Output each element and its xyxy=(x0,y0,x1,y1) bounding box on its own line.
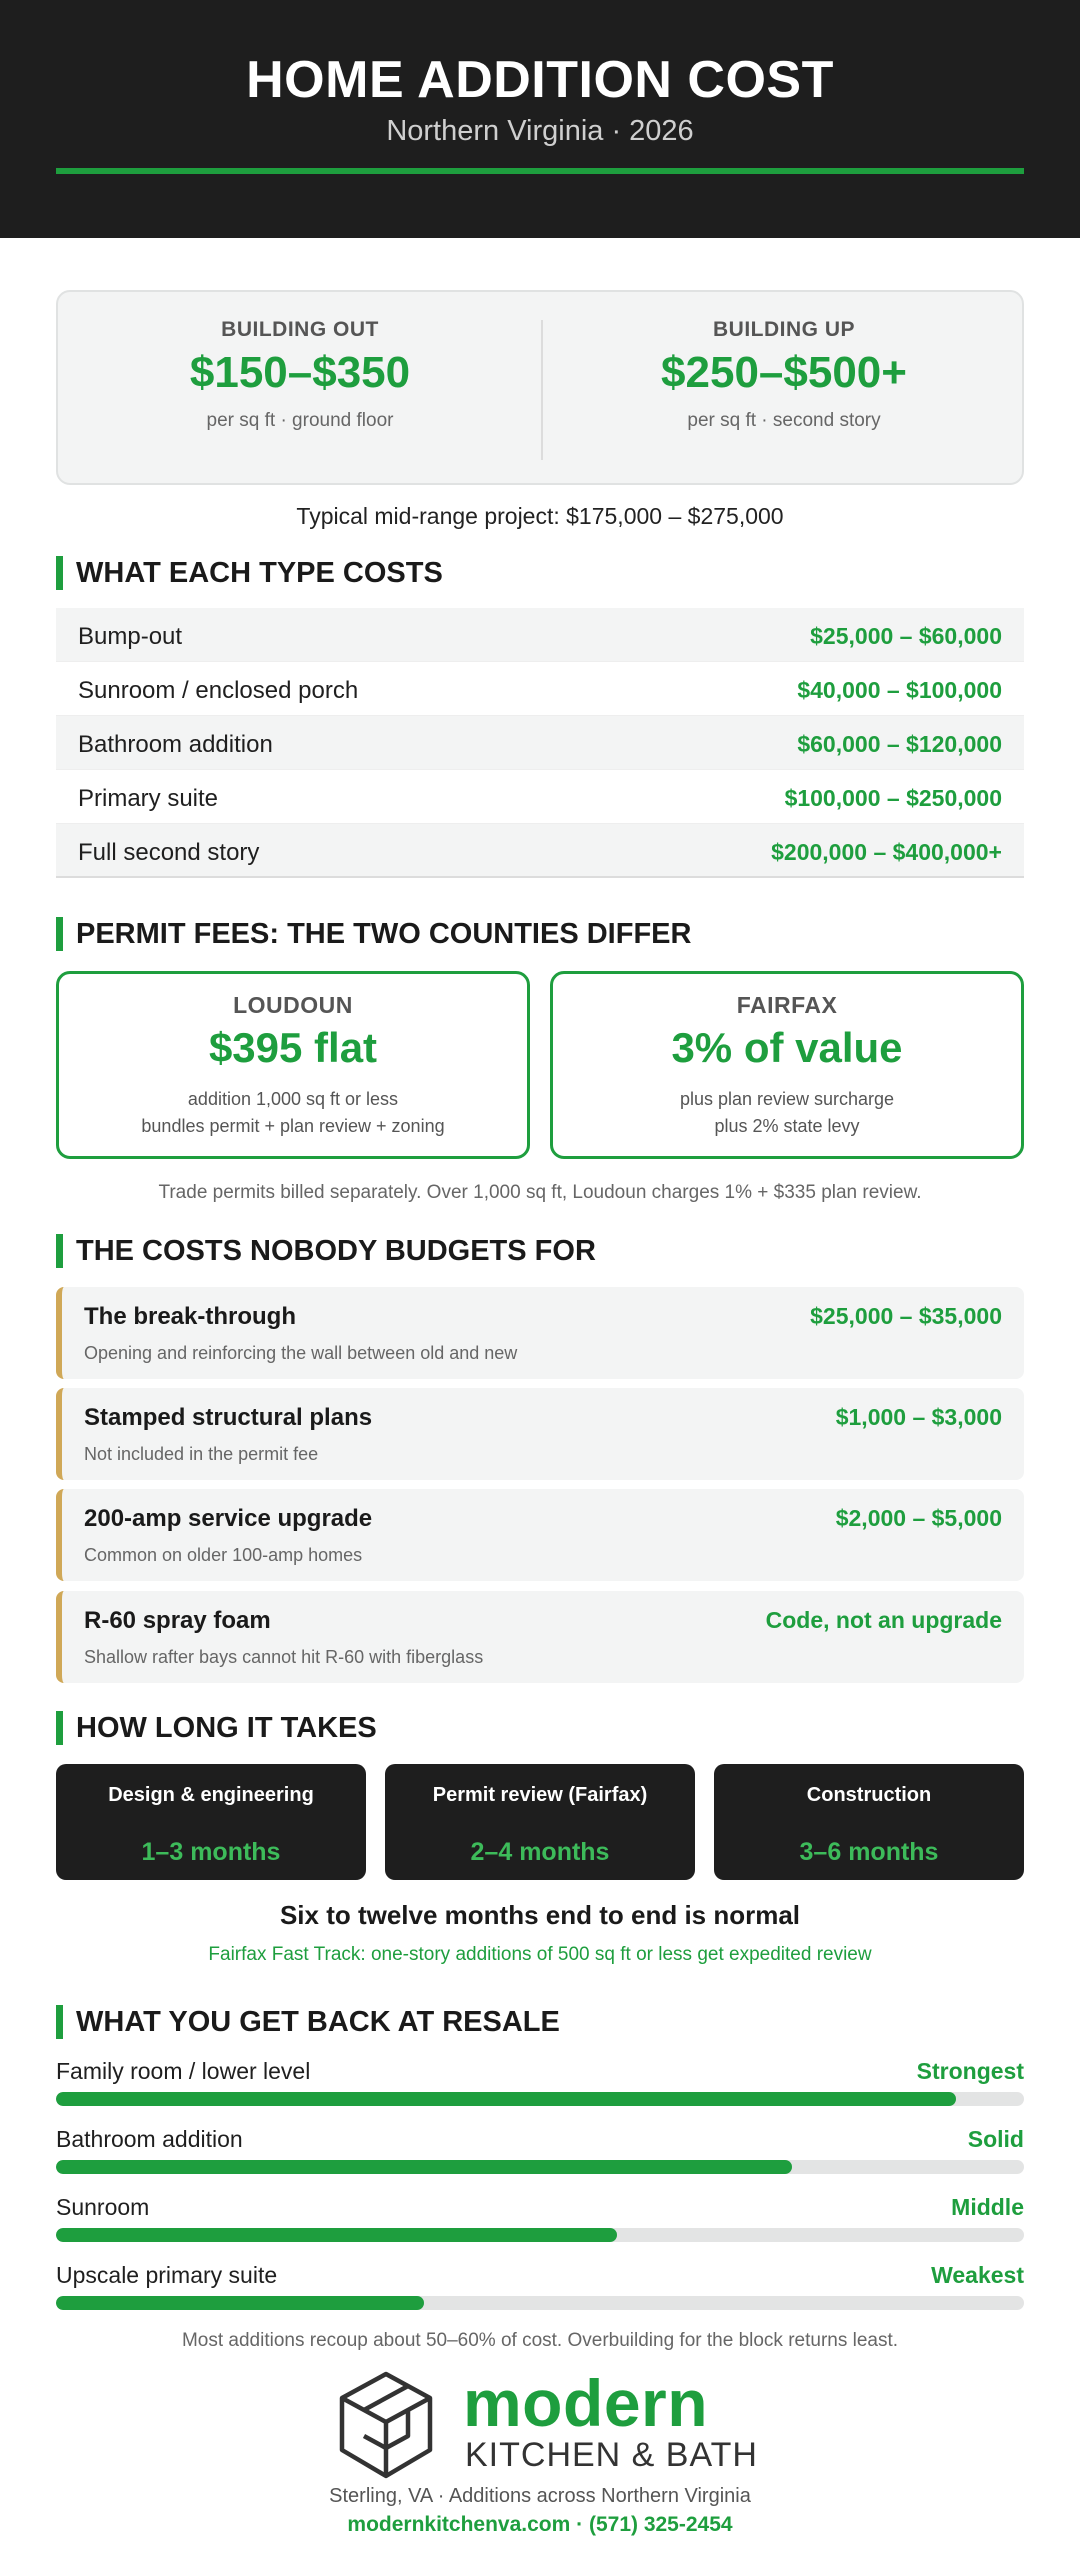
hidden-cost-title: 200-amp service upgrade xyxy=(84,1505,373,1532)
hidden-cost-desc: Not included in the permit fee xyxy=(84,1444,319,1464)
resale-bar-track xyxy=(56,2228,1024,2242)
resale-item-rating: Strongest xyxy=(916,2058,1024,2084)
brand-subtitle: KITCHEN & BATH xyxy=(465,2436,758,2474)
section-heading-hidden-costs: THE COSTS NOBODY BUDGETS FOR xyxy=(56,1234,596,1268)
fast-track-note: Fairfax Fast Track: one-story additions of 500 sq ft or less get expedited review xyxy=(208,1944,872,1965)
footer-location: Sterling, VA · Additions across Northern Virginia xyxy=(329,2485,751,2507)
resale-item-name: Bathroom addition xyxy=(56,2126,243,2152)
resale-item xyxy=(56,2262,1024,2322)
price-per-sqft-panel xyxy=(56,290,1024,485)
building-out-label: BUILDING OUT xyxy=(221,318,379,341)
permit-footnote: Trade permits billed separately. Over 1,000 sq ft, Loudoun charges 1% + $335 plan review. xyxy=(158,1182,922,1203)
building-out-column xyxy=(58,292,542,487)
resale-bar-fill xyxy=(56,2296,424,2310)
cube-logo-icon xyxy=(336,2370,436,2480)
hidden-cost-card xyxy=(56,1287,1024,1379)
resale-bar-track xyxy=(56,2092,1024,2106)
resale-item-rating: Middle xyxy=(951,2194,1024,2220)
phase-duration: 1–3 months xyxy=(141,1838,281,1866)
hidden-cost-card xyxy=(56,1591,1024,1683)
page-title: HOME ADDITION COST xyxy=(246,51,834,109)
brand-wordmark: modern xyxy=(463,2366,709,2440)
hidden-cost-desc: Shallow rafter bays cannot hit R-60 with fiberglass xyxy=(84,1647,484,1667)
resale-item-name: Upscale primary suite xyxy=(56,2262,278,2288)
type-cost: $40,000 – $100,000 xyxy=(797,677,1002,703)
resale-bar-fill xyxy=(56,2092,956,2106)
type-name: Sunroom / enclosed porch xyxy=(78,677,359,704)
type-cost: $100,000 – $250,000 xyxy=(784,785,1002,811)
hidden-cost-desc: Common on older 100-amp homes xyxy=(84,1545,363,1565)
resale-item xyxy=(56,2194,1024,2254)
table-row xyxy=(56,608,1024,662)
hidden-cost-value: $1,000 – $3,000 xyxy=(835,1404,1002,1430)
type-cost: $60,000 – $120,000 xyxy=(797,731,1002,757)
phase-label: Permit review (Fairfax) xyxy=(432,1784,648,1806)
permit-county-name: LOUDOUN xyxy=(233,992,353,1018)
resale-item-rating: Weakest xyxy=(931,2262,1024,2288)
permit-fee-value: 3% of value xyxy=(671,1024,903,1071)
header-banner xyxy=(0,0,1080,238)
resale-bar-fill xyxy=(56,2160,792,2174)
building-out-note: per sq ft · ground floor xyxy=(206,410,394,431)
type-name: Bump-out xyxy=(78,623,183,650)
permit-card-loudoun xyxy=(56,971,530,1159)
resale-bar-fill xyxy=(56,2228,617,2242)
header-divider xyxy=(56,168,1024,174)
resale-bar-track xyxy=(56,2296,1024,2310)
hidden-cost-value: Code, not an upgrade xyxy=(765,1607,1002,1633)
permit-detail: plus 2% state levy xyxy=(714,1116,860,1136)
table-row xyxy=(56,770,1024,824)
hidden-cost-card xyxy=(56,1489,1024,1581)
resale-item xyxy=(56,2126,1024,2186)
addition-type-table xyxy=(56,608,1024,878)
timeline-summary: Six to twelve months end to end is normal xyxy=(279,1900,801,1930)
type-name: Primary suite xyxy=(78,785,219,812)
hidden-cost-card xyxy=(56,1388,1024,1480)
building-up-note: per sq ft · second story xyxy=(687,410,881,431)
resale-item-name: Family room / lower level xyxy=(56,2058,311,2084)
permit-card-fairfax xyxy=(550,971,1024,1159)
hidden-cost-title: The break-through xyxy=(84,1303,297,1330)
phase-label: Construction xyxy=(806,1784,932,1806)
page-subtitle: Northern Virginia · 2026 xyxy=(386,115,694,147)
resale-footnote: Most additions recoup about 50–60% of cost. Overbuilding for the block returns least. xyxy=(181,2330,899,2351)
permit-detail: addition 1,000 sq ft or less xyxy=(187,1089,399,1109)
table-row xyxy=(56,662,1024,716)
hidden-cost-desc: Opening and reinforcing the wall between old and new xyxy=(84,1343,518,1363)
permit-detail: bundles permit + plan review + zoning xyxy=(141,1116,445,1136)
building-up-value: $250–$500+ xyxy=(661,348,907,397)
section-heading-timeline: HOW LONG IT TAKES xyxy=(56,1711,377,1745)
table-row xyxy=(56,824,1024,878)
building-up-column xyxy=(542,292,1026,487)
building-up-label: BUILDING UP xyxy=(713,318,855,341)
timeline-phase-card xyxy=(714,1764,1024,1880)
phase-duration: 3–6 months xyxy=(799,1838,939,1866)
type-name: Full second story xyxy=(78,839,260,866)
section-heading-types: WHAT EACH TYPE COSTS xyxy=(56,556,443,590)
section-heading-permits: PERMIT FEES: THE TWO COUNTIES DIFFER xyxy=(56,917,691,951)
type-cost: $25,000 – $60,000 xyxy=(810,623,1002,649)
timeline-phase-card xyxy=(385,1764,695,1880)
phase-label: Design & engineering xyxy=(108,1784,314,1806)
hidden-cost-title: R-60 spray foam xyxy=(84,1607,271,1634)
hidden-cost-value: $25,000 – $35,000 xyxy=(810,1303,1002,1329)
resale-item xyxy=(56,2058,1024,2118)
resale-item-rating: Solid xyxy=(967,2126,1024,2152)
type-cost: $200,000 – $400,000+ xyxy=(771,839,1002,865)
hidden-cost-value: $2,000 – $5,000 xyxy=(835,1505,1002,1531)
section-heading-resale: WHAT YOU GET BACK AT RESALE xyxy=(56,2005,560,2039)
permit-county-name: FAIRFAX xyxy=(736,992,838,1018)
typical-project-range: Typical mid-range project: $175,000 – $275,000 xyxy=(296,503,784,529)
building-out-value: $150–$350 xyxy=(189,348,411,397)
resale-item-name: Sunroom xyxy=(56,2194,150,2220)
phase-duration: 2–4 months xyxy=(470,1838,610,1866)
permit-detail: plus plan review surcharge xyxy=(679,1089,895,1109)
resale-bar-track xyxy=(56,2160,1024,2174)
table-row xyxy=(56,716,1024,770)
timeline-phase-card xyxy=(56,1764,366,1880)
permit-fee-value: $395 flat xyxy=(208,1024,378,1071)
footer-contact-link[interactable]: modernkitchenva.com · (571) 325-2454 xyxy=(347,2513,733,2536)
type-name: Bathroom addition xyxy=(78,731,273,758)
hidden-cost-title: Stamped structural plans xyxy=(84,1404,373,1431)
